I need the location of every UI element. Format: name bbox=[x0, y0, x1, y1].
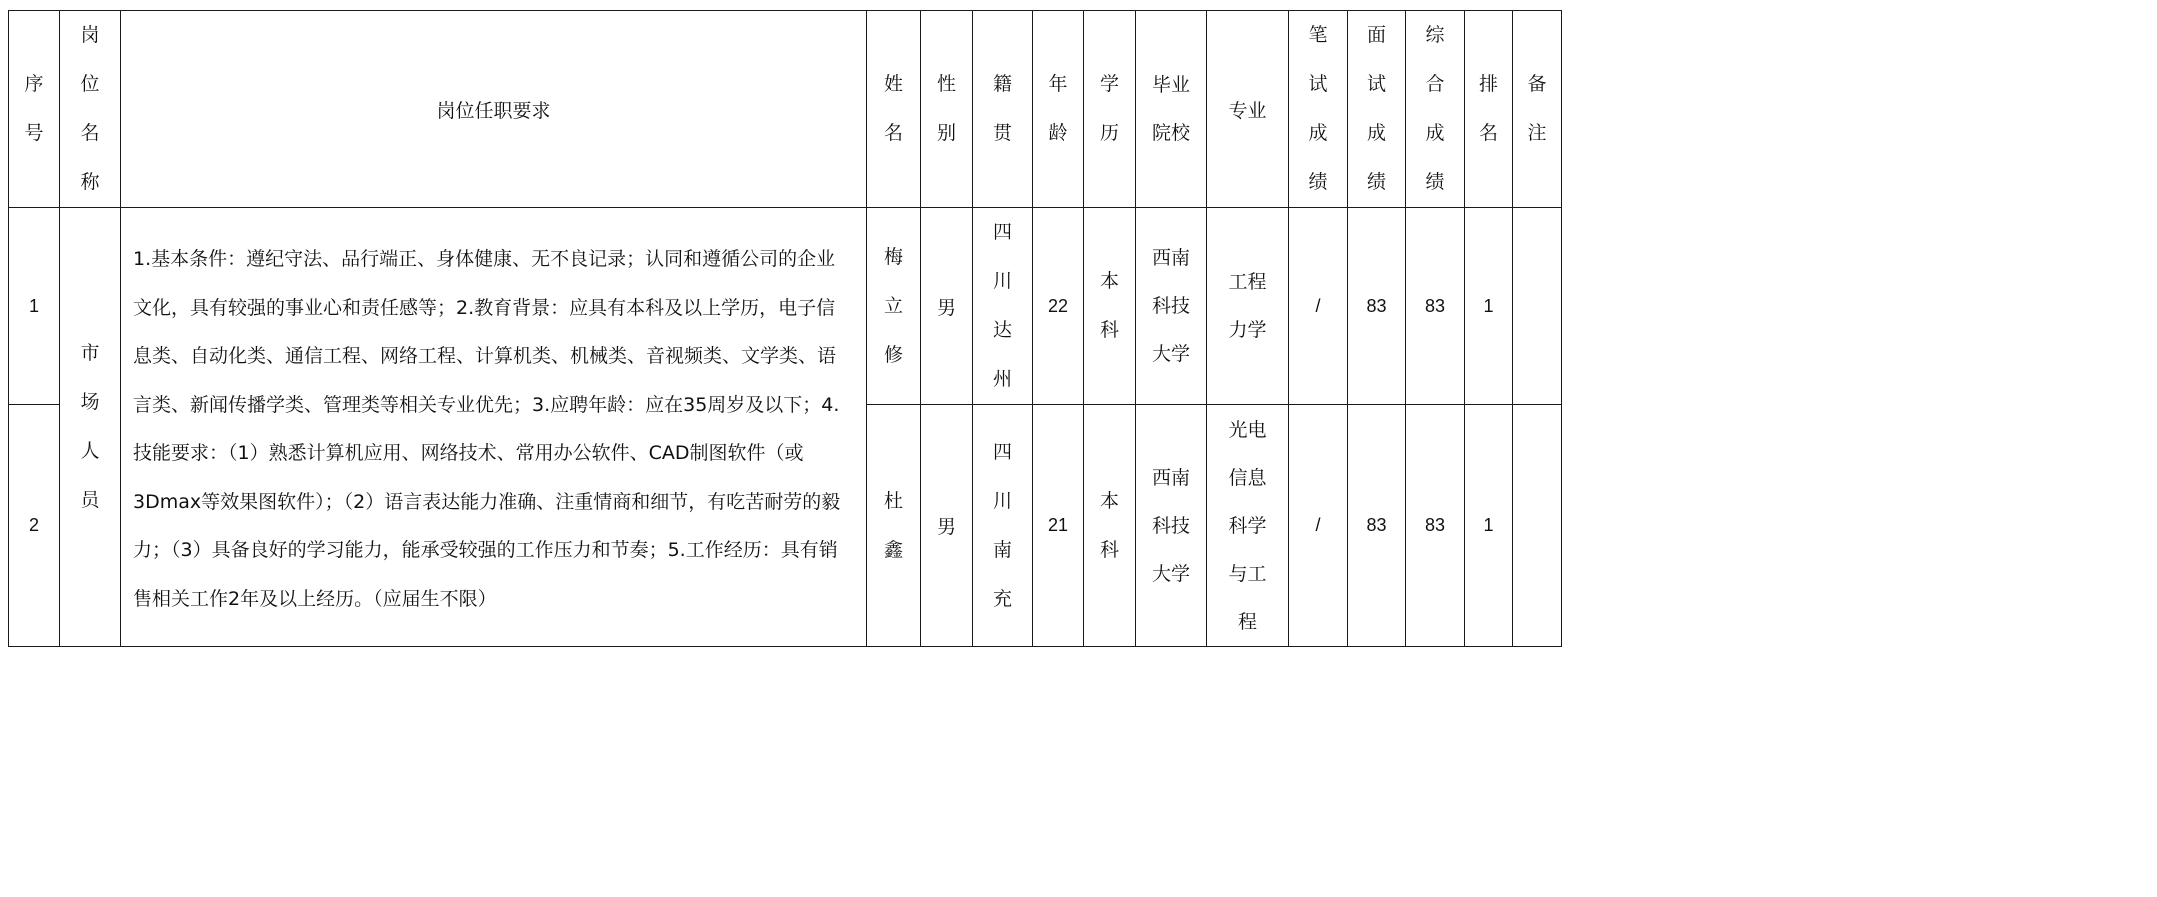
requirements-text: 1.基本条件：遵纪守法、品行端正、身体健康、无不良记录；认同和遵循公司的企业文化，具有较强的事业心和责任感等；2.教育背景：应具有本科及以上学历，电子信息类、自动化类、通信工程、网络工程、计算机类、机械类、音视频类、文学类、语言类、新闻传播学类、管理类等相关专业优先；3.应聘年龄：应在35周岁及以下；4.技能要求：（1）熟悉计算机应用、网络技术、常用办公软件、CAD制图软件（或3Dmax等效果图软件）；（2）语言表达能力准确、注重情商和细节，有吃苦耐劳的毅力；（3）具备良好的学习能力，能承受较强的工作压力和节奏；5.工作经历：具有销售相关工作2年及以上经历。（应届生不限） bbox=[121, 208, 867, 647]
header-native: 籍 贯 bbox=[973, 11, 1033, 208]
header-remark: 备 注 bbox=[1513, 11, 1562, 208]
header-age: 年 龄 bbox=[1033, 11, 1084, 208]
row-major: 工程 力学 bbox=[1207, 208, 1289, 405]
header-education: 学 历 bbox=[1084, 11, 1136, 208]
header-interview-score: 面 试 成 绩 bbox=[1348, 11, 1406, 208]
row-remark bbox=[1513, 208, 1562, 405]
table-row bbox=[9, 208, 1562, 405]
row-written-score: / bbox=[1289, 208, 1348, 405]
row-seq: 1 bbox=[9, 208, 60, 405]
row-interview-score: 83 bbox=[1348, 405, 1406, 647]
header-name: 姓 名 bbox=[867, 11, 921, 208]
header-total-score: 综 合 成 绩 bbox=[1406, 11, 1465, 208]
row-total-score: 83 bbox=[1406, 405, 1465, 647]
header-rank: 排 名 bbox=[1465, 11, 1513, 208]
header-school: 毕业 院校 bbox=[1136, 11, 1207, 208]
row-written-score: / bbox=[1289, 405, 1348, 647]
row-rank: 1 bbox=[1465, 208, 1513, 405]
row-rank: 1 bbox=[1465, 405, 1513, 647]
results-table bbox=[8, 10, 1562, 647]
row-gender: 男 bbox=[921, 405, 973, 647]
row-remark bbox=[1513, 405, 1562, 647]
row-name: 杜 鑫 bbox=[867, 405, 921, 647]
header-row bbox=[9, 11, 1562, 208]
row-age: 22 bbox=[1033, 208, 1084, 405]
row-interview-score: 83 bbox=[1348, 208, 1406, 405]
row-school: 西南 科技 大学 bbox=[1136, 405, 1207, 647]
row-major: 光电 信息 科学 与工 程 bbox=[1207, 405, 1289, 647]
row-seq: 2 bbox=[9, 405, 60, 647]
header-gender: 性 别 bbox=[921, 11, 973, 208]
header-position: 岗 位 名 称 bbox=[60, 11, 121, 208]
row-native: 四 川 南 充 bbox=[973, 405, 1033, 647]
header-seq: 序 号 bbox=[9, 11, 60, 208]
row-native: 四 川 达 州 bbox=[973, 208, 1033, 405]
row-gender: 男 bbox=[921, 208, 973, 405]
position-name: 市 场 人 员 bbox=[60, 208, 121, 647]
row-education: 本 科 bbox=[1084, 405, 1136, 647]
header-major: 专业 bbox=[1207, 11, 1289, 208]
row-age: 21 bbox=[1033, 405, 1084, 647]
row-total-score: 83 bbox=[1406, 208, 1465, 405]
header-requirements: 岗位任职要求 bbox=[121, 11, 867, 208]
row-name: 梅 立 修 bbox=[867, 208, 921, 405]
row-education: 本 科 bbox=[1084, 208, 1136, 405]
row-school: 西南 科技 大学 bbox=[1136, 208, 1207, 405]
header-written-score: 笔 试 成 绩 bbox=[1289, 11, 1348, 208]
